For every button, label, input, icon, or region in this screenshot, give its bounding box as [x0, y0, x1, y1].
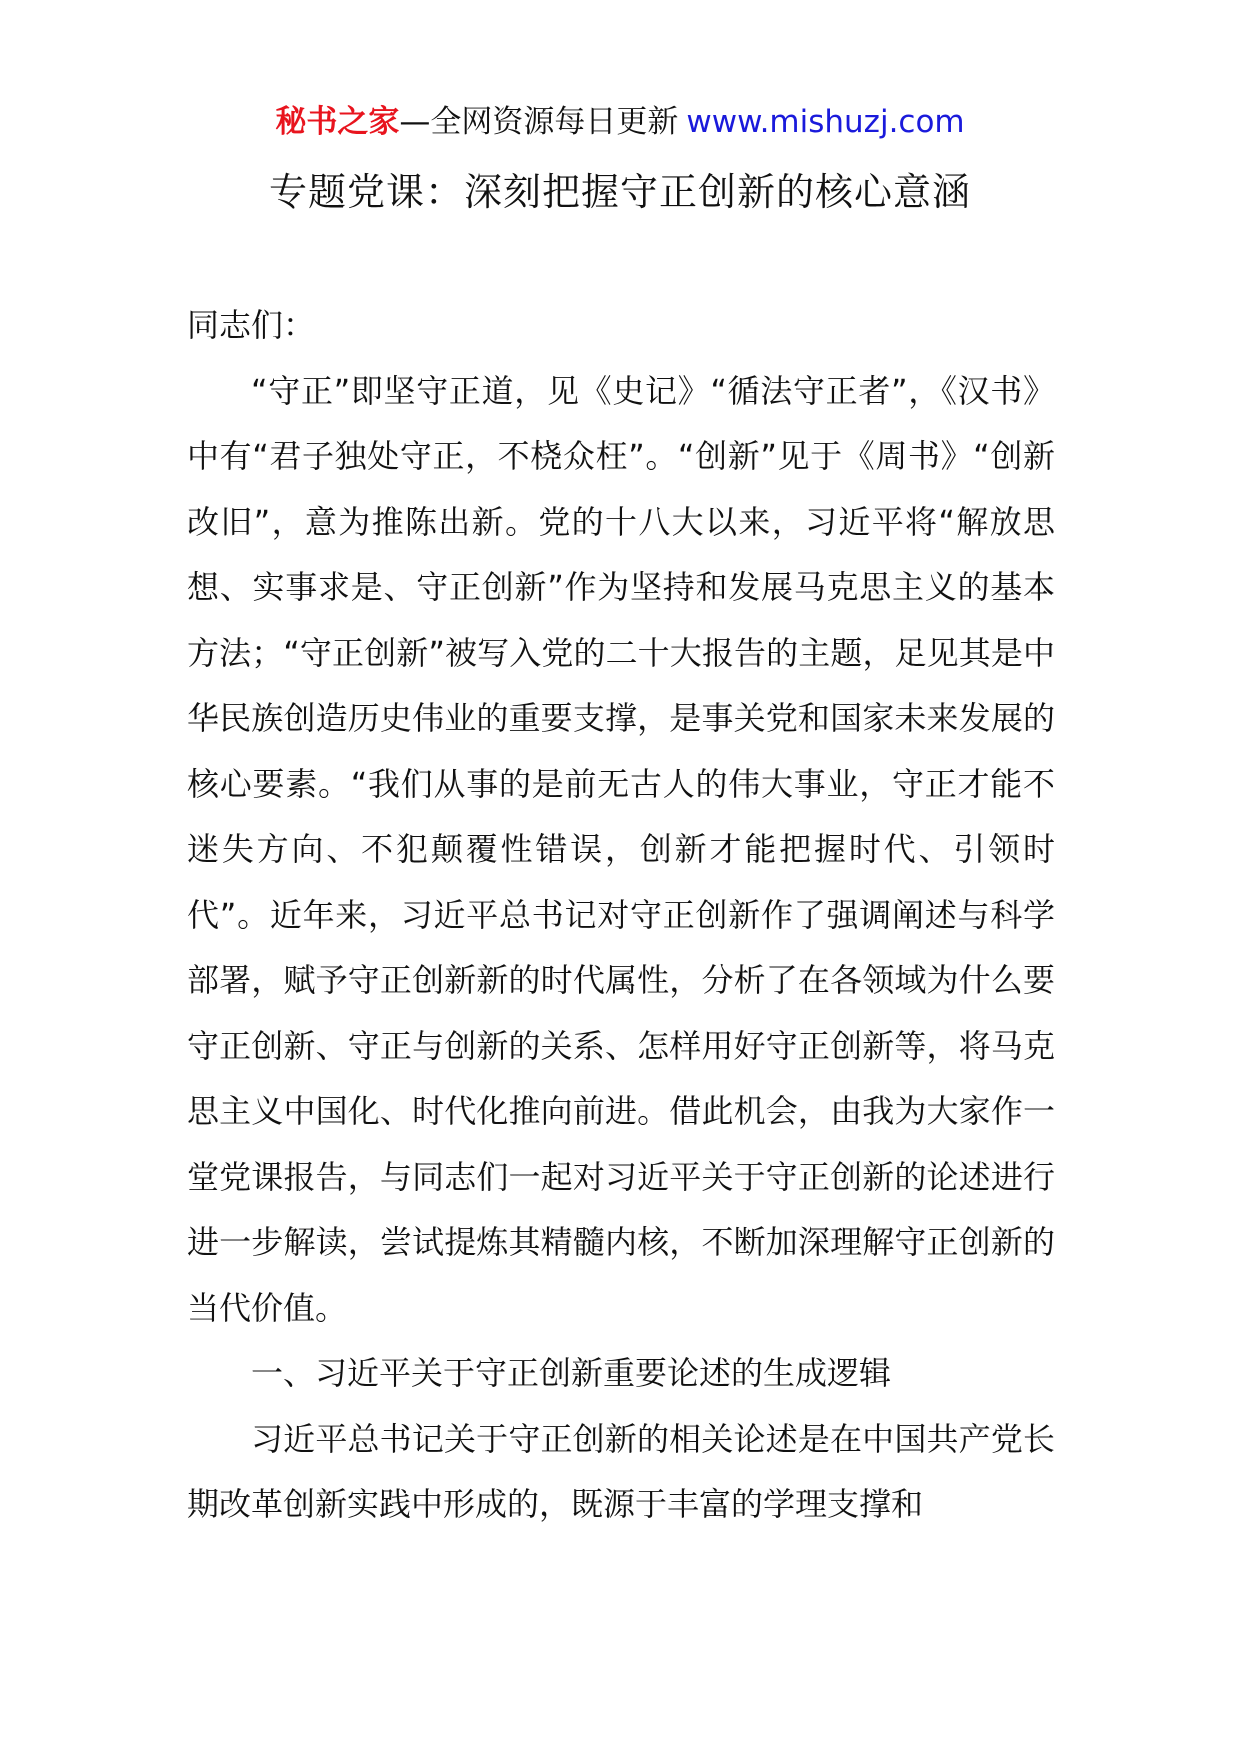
- site-url-link[interactable]: www.mishuzj.com: [686, 104, 965, 140]
- site-tagline: —全网资源每日更新: [399, 104, 679, 140]
- section-paragraph: 习近平总书记关于守正创新的相关论述是在中国共产党长期改革创新实践中形成的，既源于丰富的学理支撑和: [187, 1419, 1055, 1523]
- intro-paragraph: “守正”即坚守正道，见《史记》“循法守正者”，《汉书》中有“君子独处守正，不桡众枉”。“创新”见于《周书》“创新改旧”，意为推陈出新。党的十八大以来，习近平将“解放思想、实事求是、守正创新”作为坚持和发展马克思主义的基本方法；“守正创新”被写入党的二十大报告的主题，足见其是中华民族创造历史伟业的重要支撑，是事关党和国家未来发展的核心要素。“我们从事的是前无古人的伟大事业，守正才能不迷失方向、不犯颠覆性错误，创新才能把握时代、引领时代”。近年来，习近平总书记对守正创新作了强调阐述与科学部署，赋予守正创新新的时代属性，分析了在各领域为什么要守正创新、守正与创新的关系、怎样用好守正创新等，将马克思主义中国化、时代化推向前进。借此机会，由我为大家作一堂党课报告，与同志们一起对习近平关于守正创新的论述进行进一步解读，尝试提炼其精髓内核，不断加深理解守正创新的当代价值。: [187, 371, 1055, 1327]
- brand-name: 秘书之家: [275, 104, 400, 140]
- document-body: [187, 293, 1055, 1538]
- section-heading: 一、习近平关于守正创新重要论述的生成逻辑: [251, 1354, 892, 1392]
- site-header: [0, 100, 1240, 144]
- salutation: 同志们：: [187, 306, 316, 344]
- document-title: 专题党课：深刻把握守正创新的核心意涵: [268, 170, 971, 214]
